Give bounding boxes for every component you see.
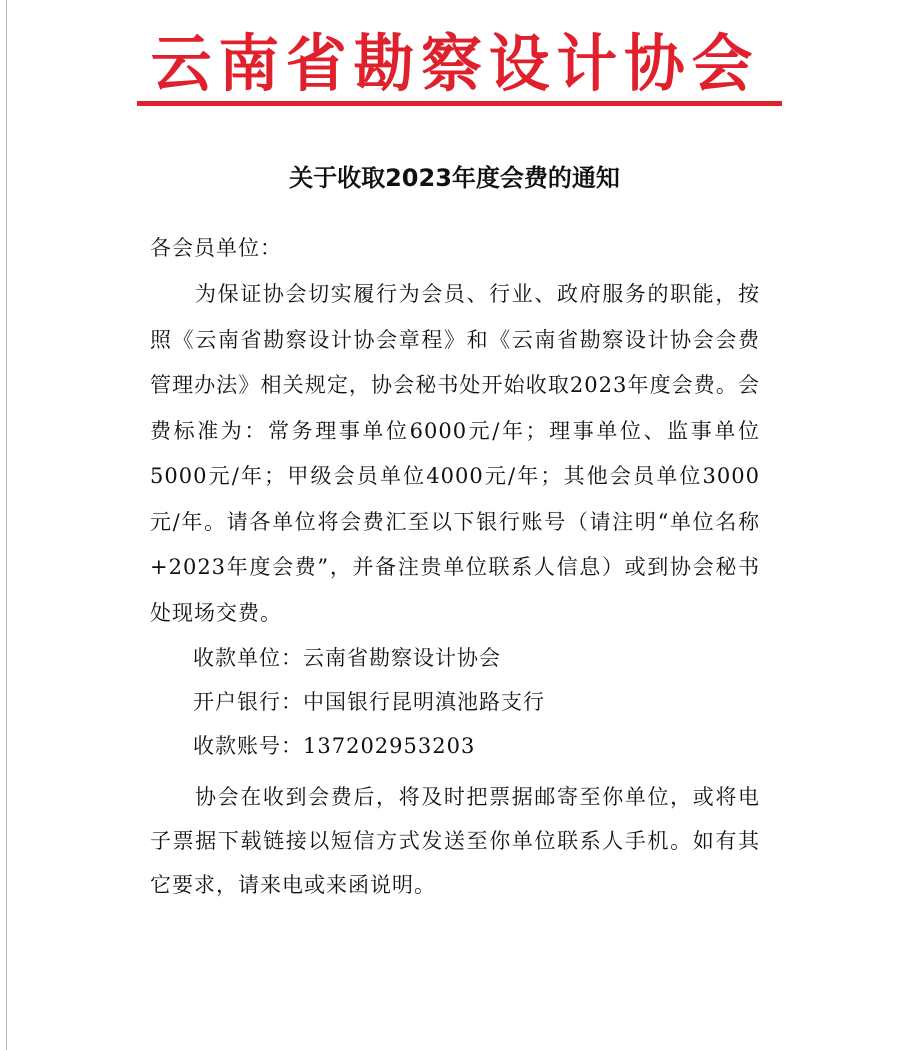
letterhead-red-rule — [137, 101, 782, 106]
notice-title: 关于收取2023年度会费的通知 — [289, 164, 620, 192]
letterhead-org-name: 云南省勘察设计协会 — [150, 27, 760, 100]
salutation: 各会员单位： — [150, 236, 282, 260]
body-paragraph-2: 协会在收到会费后，将及时把票据邮寄至你单位，或将电子票据下载链接以短信方式发送至你单位联系人手机。如有其它要求，请来电或来函说明。 — [150, 785, 760, 897]
bank-line: 开户银行：中国银行昆明滇池路支行 — [193, 690, 545, 714]
body-paragraph-1: 为保证协会切实履行为会员、行业、政府服务的职能，按照《云南省勘察设计协会章程》和《云南省勘察设计协会会费管理办法》相关规定，协会秘书处开始收取2023年度会费。会费标准为：常务理事单位6000元/年；理事单位、监事单位5000元/年；甲级会员单位4000元/年；其他会员单位3000元/年。请各单位将会费汇至以下银行账号（请注明“单位名称+2023年度会费”，并备注贵单位联系人信息）或到协会秘书处现场交费。 — [150, 282, 760, 625]
account-line: 收款账号：137202953203 — [193, 734, 476, 758]
payee-line: 收款单位：云南省勘察设计协会 — [193, 646, 501, 670]
